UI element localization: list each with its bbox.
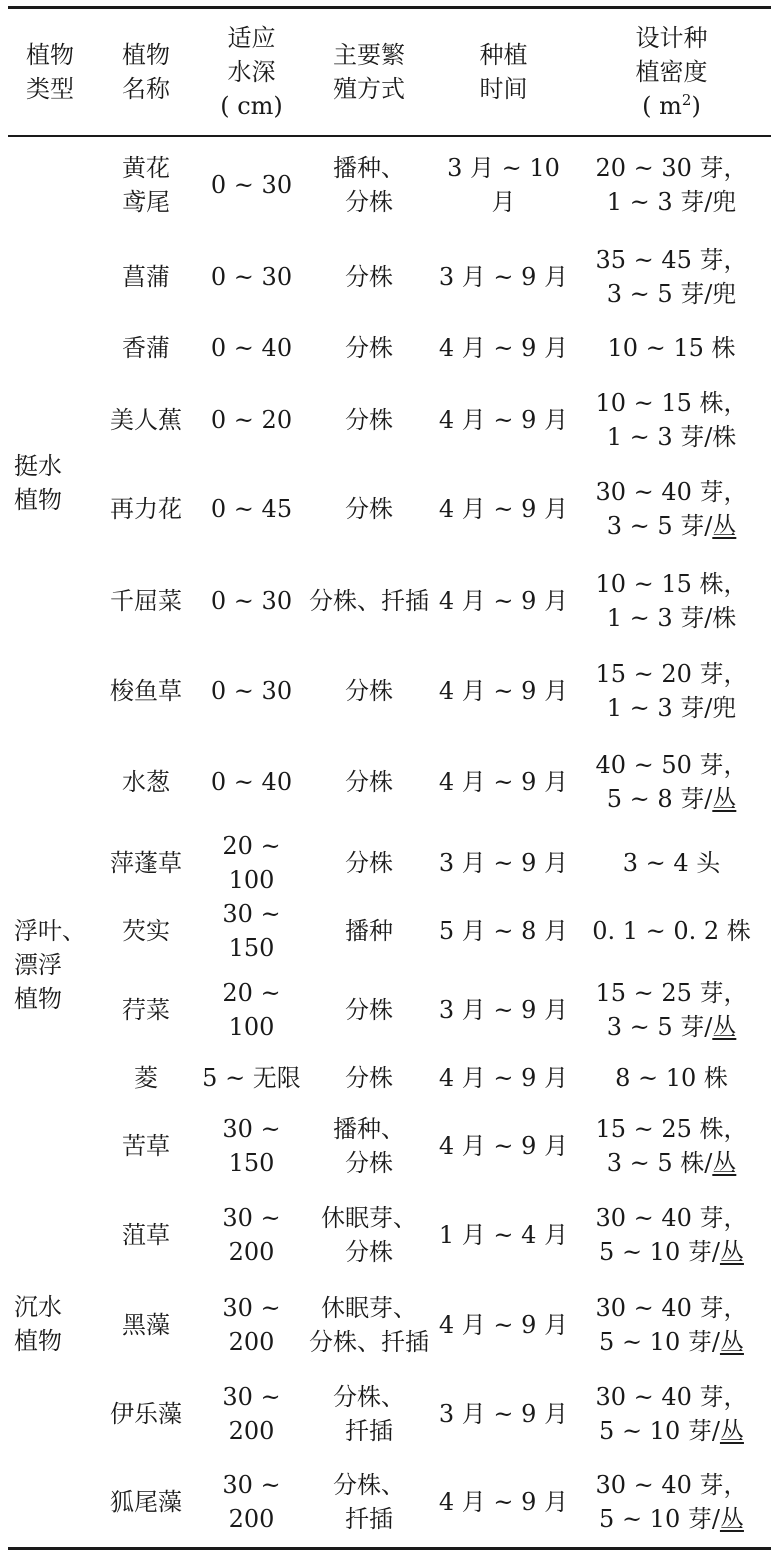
water-depth-cell: 30 ~ 200 [222, 1471, 281, 1533]
propagation-cell: 分株、扦插 [309, 586, 429, 615]
plant-table [8, 6, 771, 1550]
water-depth-cell: 30 ~ 200 [222, 1203, 281, 1266]
table-row [8, 137, 771, 234]
water-depth-cell: 0 ~ 30 [210, 586, 293, 615]
propagation-cell: 播种 [345, 916, 393, 945]
planting-time-cell: 3 月 ~ 9 月 [438, 1399, 569, 1428]
density-cell: 3 ~ 4 头 [622, 848, 721, 877]
propagation-cell: 分株 [345, 768, 393, 796]
planting-time-cell: 4 月 ~ 9 月 [438, 586, 569, 615]
table-row [8, 897, 771, 965]
density-cell: 30 ~ 40 芽， 5 ~ 10 芽/丛 [595, 1293, 748, 1356]
planting-time-cell: 3 月 ~ 9 月 [438, 995, 569, 1024]
underlined-unit: 丛 [712, 1148, 737, 1177]
header-density: 设计种 植密度 ( $m^2$) [635, 24, 708, 120]
header-plant-name: 植物 名称 [122, 41, 170, 103]
plant-name-cell: 梭鱼草 [110, 676, 182, 705]
water-depth-cell: 30 ~ 150 [222, 1114, 281, 1177]
propagation-cell: 休眠芽、 分株、扦插 [309, 1293, 429, 1356]
plant-type-cell: 沉水 植物 [14, 1293, 62, 1355]
density-cell: 30 ~ 40 芽， 5 ~ 10 芽/丛 [595, 1203, 748, 1266]
table-row [8, 377, 771, 463]
planting-time-cell: 4 月 ~ 9 月 [438, 1131, 569, 1160]
water-depth-cell: 0 ~ 30 [210, 262, 293, 291]
water-depth-cell: 30 ~ 200 [222, 1293, 281, 1356]
water-depth-cell: 30 ~ 200 [222, 1382, 281, 1445]
propagation-cell: 休眠芽、 分株 [321, 1203, 417, 1266]
table-row [8, 556, 771, 646]
planting-time-cell: 3 月 ~ 9 月 [438, 262, 569, 291]
planting-time-cell: 1 月 ~ 4 月 [438, 1220, 569, 1249]
propagation-cell: 分株 [345, 334, 393, 362]
density-cell: 15 ~ 25 株， 3 ~ 5 株/丛 [595, 1114, 748, 1177]
table-row [8, 1102, 771, 1190]
header-propagation: 主要繁 殖方式 [333, 41, 405, 103]
density-cell: 15 ~ 25 芽， 3 ~ 5 芽/丛 [595, 978, 748, 1041]
table-row [8, 1458, 771, 1547]
underlined-unit: 丛 [712, 512, 737, 540]
table-row [8, 1190, 771, 1280]
planting-time-cell: 4 月 ~ 9 月 [438, 405, 569, 434]
plant-name-cell: 菱 [134, 1064, 158, 1092]
table-row [8, 320, 771, 377]
water-depth-cell: 20 ~ 100 [222, 831, 281, 894]
propagation-cell: 分株 [345, 405, 393, 434]
density-cell: 10 ~ 15 株， 1 ~ 3 芽/株 [595, 569, 748, 632]
planting-time-cell: 4 月 ~ 9 月 [438, 676, 569, 705]
planting-time-cell: 4 月 ~ 9 月 [438, 1488, 569, 1516]
underlined-unit: 丛 [719, 1327, 744, 1356]
water-depth-cell: 0 ~ 30 [210, 676, 293, 705]
water-depth-cell: 0 ~ 30 [210, 171, 293, 199]
plant-name-cell: 美人蕉 [110, 405, 182, 434]
density-cell: 30 ~ 40 芽， 5 ~ 10 芽/丛 [595, 1471, 748, 1533]
header-planting-time: 种植 时间 [479, 41, 528, 103]
underlined-unit: 丛 [719, 1237, 744, 1266]
propagation-cell: 分株 [345, 262, 393, 291]
table-row [8, 965, 771, 1055]
plant-name-cell: 狐尾藻 [110, 1488, 182, 1516]
propagation-cell: 播种、 分株 [333, 1114, 405, 1177]
water-depth-cell: 0 ~ 45 [210, 495, 293, 523]
table-row [8, 829, 771, 897]
table-row [8, 463, 771, 556]
density-cell: 40 ~ 50 芽， 5 ~ 8 芽/丛 [595, 751, 748, 813]
plant-name-cell: 萍蓬草 [110, 848, 182, 877]
density-cell: 30 ~ 40 芽， 5 ~ 10 芽/丛 [595, 1382, 748, 1445]
propagation-cell: 分株 [345, 676, 393, 705]
table-row [8, 234, 771, 320]
planting-time-cell: 4 月 ~ 9 月 [438, 334, 569, 362]
density-cell: 30 ~ 40 芽， 3 ~ 5 芽/丛 [595, 478, 748, 540]
planting-time-cell: 4 月 ~ 9 月 [438, 768, 569, 796]
underlined-unit: 丛 [719, 1505, 744, 1533]
propagation-cell: 分株 [345, 1064, 393, 1092]
density-cell: 20 ~ 30 芽， 1 ~ 3 芽/兜 [595, 154, 748, 216]
underlined-unit: 丛 [712, 1012, 737, 1041]
planting-time-cell: 4 月 ~ 9 月 [438, 495, 569, 523]
water-depth-cell: 5 ~ 无限 [202, 1064, 301, 1092]
plant-type-cell: 浮叶、 漂浮 植物 [14, 917, 86, 1013]
planting-time-cell: 3 月 ~ 10 月 [447, 154, 560, 216]
plant-type-cell: 挺水 植物 [14, 451, 62, 514]
density-cell: 15 ~ 20 芽， 1 ~ 3 芽/兜 [595, 659, 748, 722]
propagation-cell: 分株、 扦插 [333, 1471, 405, 1533]
bottom-rule [8, 1547, 771, 1550]
water-depth-cell: 30 ~ 150 [222, 899, 281, 962]
propagation-cell: 分株 [345, 848, 393, 877]
plant-name-cell: 荇菜 [122, 995, 170, 1024]
underlined-unit: 丛 [719, 1416, 744, 1445]
table-body [8, 137, 771, 1547]
plant-name-cell: 香蒲 [122, 334, 170, 362]
density-cell: 10 ~ 15 株 [607, 334, 736, 362]
plant-name-cell: 菖蒲 [122, 262, 170, 291]
water-depth-cell: 0 ~ 40 [210, 334, 293, 362]
table-row [8, 736, 771, 829]
density-cell: 10 ~ 15 株， 1 ~ 3 芽/株 [595, 388, 748, 451]
propagation-cell: 分株 [345, 495, 393, 523]
plant-name-cell: 水葱 [122, 768, 170, 796]
plant-name-cell: 伊乐藻 [110, 1399, 182, 1428]
table-row [8, 1370, 771, 1458]
planting-time-cell: 4 月 ~ 9 月 [438, 1310, 569, 1339]
table-row [8, 1055, 771, 1102]
propagation-cell: 播种、 分株 [333, 154, 405, 216]
water-depth-cell: 0 ~ 20 [210, 405, 293, 434]
underlined-unit: 丛 [712, 785, 737, 813]
table-row [8, 646, 771, 736]
plant-name-cell: 芡实 [122, 916, 170, 945]
planting-time-cell: 5 月 ~ 8 月 [438, 916, 569, 945]
planting-time-cell: 4 月 ~ 9 月 [438, 1064, 569, 1092]
header-plant-type: 植物 类型 [26, 41, 74, 103]
header-row [8, 9, 771, 135]
planting-time-cell: 3 月 ~ 9 月 [438, 848, 569, 877]
propagation-cell: 分株 [345, 995, 393, 1024]
water-depth-cell: 20 ~ 100 [222, 978, 281, 1041]
plant-name-cell: 苦草 [122, 1131, 170, 1160]
plant-name-cell: 千屈菜 [110, 586, 182, 615]
plant-name-cell: 黑藻 [122, 1310, 170, 1339]
plant-name-cell: 再力花 [110, 495, 182, 523]
header-water-depth: 适应 水深 ( cm) [220, 24, 283, 120]
density-cell: 0. 1 ~ 0. 2 株 [592, 916, 751, 945]
density-cell: 35 ~ 45 芽， 3 ~ 5 芽/兜 [595, 245, 748, 308]
density-cell: 8 ~ 10 株 [615, 1064, 728, 1092]
propagation-cell: 分株、 扦插 [333, 1382, 405, 1445]
plant-name-cell: 菹草 [122, 1220, 170, 1249]
table-row [8, 1280, 771, 1370]
plant-name-cell: 黄花 鸢尾 [122, 154, 170, 216]
water-depth-cell: 0 ~ 40 [210, 768, 293, 796]
